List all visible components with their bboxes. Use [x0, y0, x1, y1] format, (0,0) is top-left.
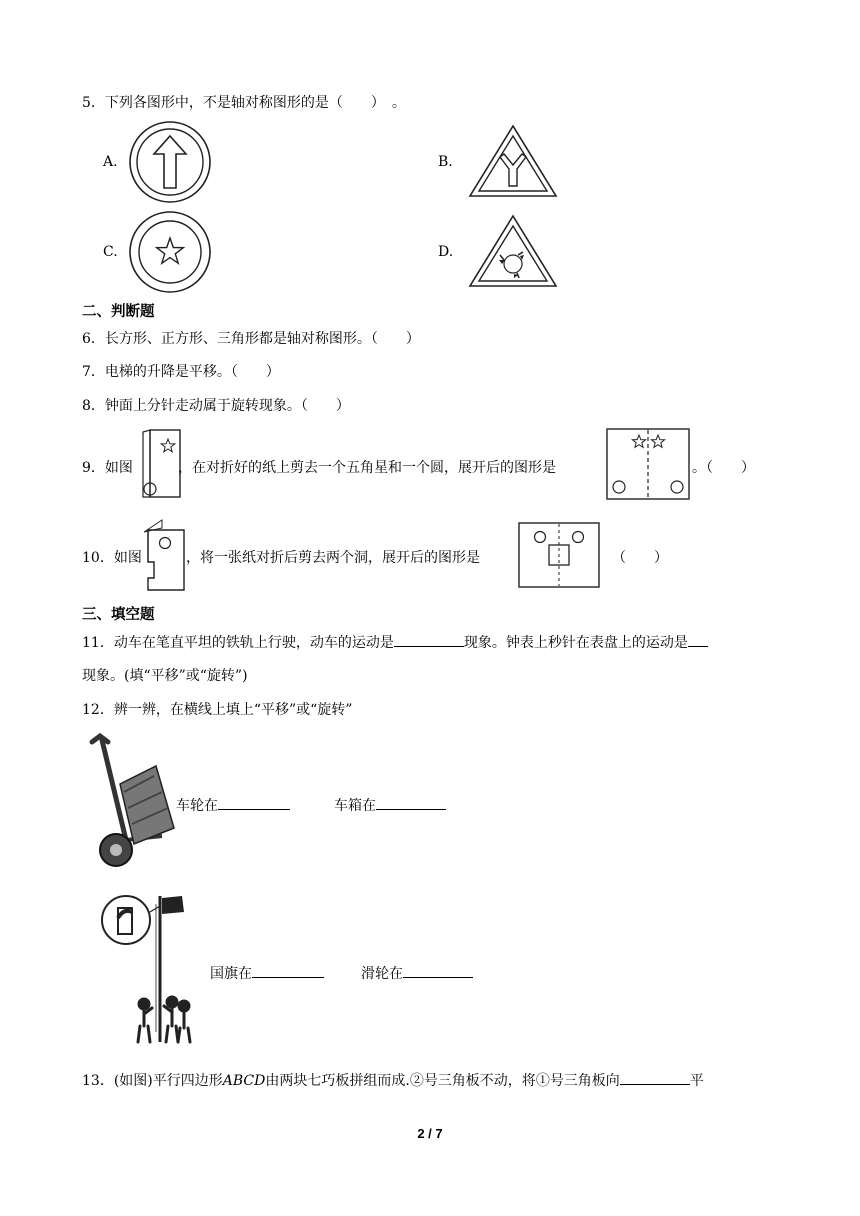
q12-flag-label: 国旗在 [210, 966, 252, 982]
star-sign-icon [128, 210, 212, 294]
q12-flag-blank[interactable] [252, 963, 324, 978]
q6-text: 6．长方形、正方形、三角形都是轴对称图形。（ ） [82, 331, 420, 347]
q12-pulley-label: 滑轮在 [361, 966, 403, 982]
q11-line2: 现象。(填“平移”或“旋转”) [82, 668, 248, 684]
roundabout-sign-icon [468, 214, 558, 288]
q13-circled-2: ② [409, 1073, 424, 1089]
q9-middle: ，在对折好的纸上剪去一个五角星和一个圆，展开后的图形是 [178, 460, 556, 476]
q13-text-e: 号三角板向 [549, 1073, 620, 1089]
section-3-title: 三、填空题 [82, 607, 155, 623]
folded-paper-holes-icon [140, 518, 190, 594]
q11-line1 [82, 632, 708, 652]
q13-line [82, 1070, 704, 1090]
q12-box-label: 车箱在 [334, 798, 376, 814]
q11-text-a: 11．动车在笔直平坦的铁轨上行驶，动车的运动是 [82, 635, 394, 651]
q12-pulley-row [361, 963, 473, 983]
section-2-title: 二、判断题 [82, 304, 155, 320]
q13-text-a: 13．(如图)平行四边形 [82, 1073, 223, 1089]
q11-text-b: 现象。钟表上秒针在表盘上的运动是 [463, 635, 688, 651]
q7-text: 7．电梯的升降是平移。（ ） [82, 364, 280, 380]
q12-wheel-row [176, 795, 290, 815]
q12-wheel-label: 车轮在 [176, 798, 218, 814]
q9-prefix: 9．如图 [82, 460, 133, 476]
q5-option-b-label: B. [438, 154, 453, 170]
unfolded-paper-stars-icon [606, 428, 690, 500]
q8-text: 8．钟面上分针走动属于旋转现象。（ ） [82, 398, 350, 414]
q9-suffix: 。（ ） [692, 460, 755, 476]
flag-raising-icon [100, 892, 200, 1050]
y-junction-sign-icon [468, 124, 558, 198]
q5-stem: 5．下列各图形中，不是轴对称图形的是（ ） 。 [82, 95, 406, 111]
q12-box-blank[interactable] [376, 795, 446, 810]
q12-stem: 12．辨一辨，在横线上填上“平移”或“旋转” [82, 702, 353, 718]
q12-wheel-blank[interactable] [218, 795, 290, 810]
arrow-sign-icon [128, 120, 212, 204]
folded-paper-star-icon [137, 429, 183, 499]
q12-box-row [334, 795, 446, 815]
q5-option-d-label: D. [438, 244, 454, 260]
q10-middle: ，将一张纸对折后剪去两个洞，展开后的图形是 [186, 550, 480, 566]
hand-truck-icon [86, 732, 176, 872]
q13-circled-1: ① [535, 1073, 550, 1089]
q12-pulley-blank[interactable] [403, 963, 473, 978]
q5-option-a-label: A. [103, 154, 118, 170]
page-number: 2 / 7 [417, 1126, 443, 1141]
q12-flag-row [210, 963, 324, 983]
q13-abcd: ABCD [222, 1073, 266, 1089]
q10-prefix: 10．如图 [82, 550, 142, 566]
q13-text-b: 由两块七巧板拼组而成. [265, 1073, 410, 1089]
q13-blank[interactable] [620, 1070, 690, 1085]
unfolded-paper-holes-icon [518, 522, 600, 588]
q5-option-c-label: C. [103, 244, 118, 260]
q13-text-f: 平 [689, 1073, 704, 1089]
q11-blank-1[interactable] [394, 632, 464, 647]
q13-text-d: 号三角板不动，将 [423, 1073, 536, 1089]
q11-blank-2[interactable] [688, 632, 708, 647]
q10-suffix: （ ） [612, 550, 668, 566]
